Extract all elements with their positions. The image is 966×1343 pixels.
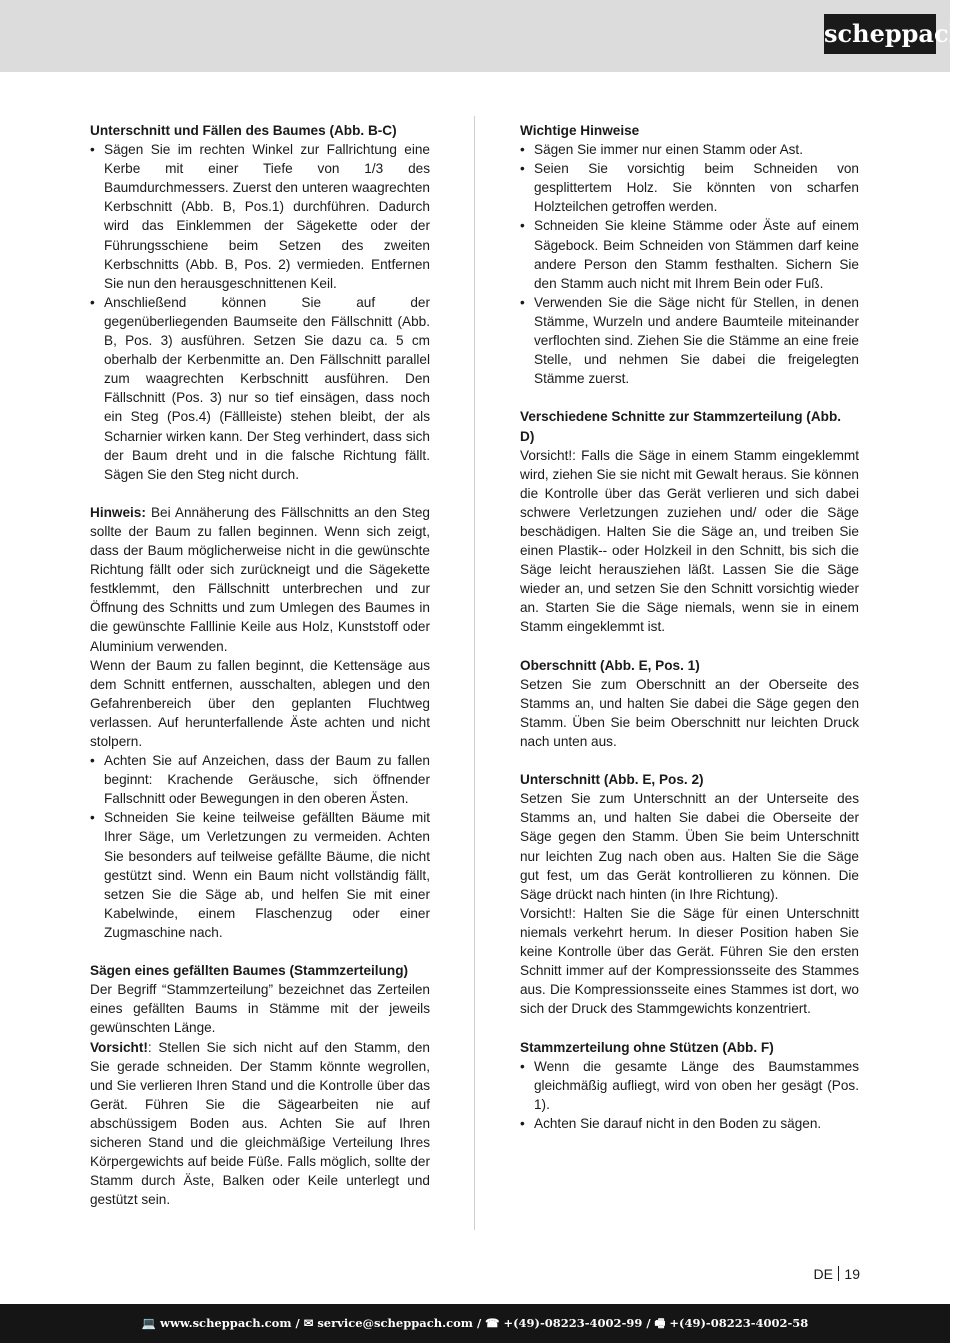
header-band [0,0,950,72]
warning-label: Vorsicht! [90,1039,148,1055]
list-item: • Seien Sie vorsichtig beim Schneiden von gesplittertem Holz. Sie könnten von scharfen Holzteilchen getroffen werden. [520,159,859,216]
section-heading-important-notes: Wichtige Hinweise [520,123,640,138]
section-heading-cuts: Verschiedene Schnitte zur Stammzerteilung (Abb. D) [520,409,842,444]
undercut-paragraph: Setzen Sie zum Unterschnitt an der Unterseite des Stamms an, und halten Sie dabei die Oberseite der Säge gegen den Stamm. Üben Sie beim Unterschnitt nur leichten Zug nach oben aus. Halten Sie die Säge gut fest, um das Gerät kontrollieren zu können. Die Säge drückt nach hinten (in Ihre Richtung). [520,791,859,902]
section-heading-felling: Unterschnitt und Fällen des Baumes (Abb. B-C) [90,123,397,138]
list-item: • Wenn die gesamte Länge des Baumstammes gleichmäßig aufliegt, wird von oben her gesägt (Pos. 1). [520,1057,859,1114]
footer-contact-bar: 💻 www.scheppach.com / ✉ service@scheppach.com / ☎ +(49)-08223-4002-99 / 🖷 +(49)-08223-4002-58 [0,1304,950,1343]
section-heading-no-support: Stammzerteilung ohne Stützen (Abb. F) [520,1039,774,1055]
column-divider [474,116,475,1230]
hint-bullet-list [90,751,430,942]
undercut-warning: Vorsicht!: Halten Sie die Säge für einen Unterschnitt niemals verkehrt herum. In dieser Position haben Sie keine Kontrolle über das Gerät. Führen Sie den ersten Schnitt immer auf der Kompressionsseite des Stammes aus. Die Kompressionsseite eines Stammes ist dort, wo sich der Druck des Stammgewichts konzentriert. [520,905,859,1017]
bucking-paragraph: Der Begriff “Stammzerteilung” bezeichnet das Zerteilen eines gefällten Baums in Stämme mit der jeweils gewünschten Länge. [90,982,430,1036]
list-item: • Sägen Sie im rechten Winkel zur Fallrichtung eine Kerbe mit einer Tiefe von 1/3 des Baumdurchmessers. Zuerst den unteren waagrechten Kerbschnitt (Abb. B, Pos.1) durchführen. Dadurch wird das Einklemmen der Sägekette oder der Führungsschiene beim Setzen des zweiten Kerbschnitts (Abb. B, Pos. 2) vermieden. Entfernen Sie nun den herausgeschnittenen Keil. [90,140,430,293]
section-heading-undercut: Unterschnitt (Abb. E, Pos. 2) [520,772,704,788]
warning-text: : Stellen Sie sich nicht auf den Stamm, den Sie gerade schneiden. Der Stamm könnte wegrollen, und Sie verlieren Ihren Stand und die Kontrolle über das Gerät. Führen Sie die Sägearbeiten nie auf abschüssigem Boden aus. Achten Sie auf Ihren sicheren Stand und die gleichmäßige Verteilung Ihres Körpergewichts auf beide Füße. Falls möglich, sollte der Stamm durch Äste, Balken oder Keile unterlegt und gestützt sein. [90,1039,430,1208]
section-heading-overcut: Oberschnitt (Abb. E, Pos. 1) [520,657,700,673]
hint-paragraph [90,503,430,656]
list-item: • Anschließend können Sie auf der gegenüberliegenden Baumseite den Fällschnitt (Abb. B, Pos. 3) ausführen. Setzen Sie dazu ca. 5 cm oberhalb der Kerbenmitte an. Den Fällschnitt parallel zum waagrechten Kerbschnitt ausführen. Den Fällschnitt (Pos. 3) nur so tief einsägen, dass noch ein Steg (Pos.4) (Fällleiste) stehen bleibt, der als Scharnier wirken kann. Der Steg verhindert, dass sich der Baum dreht und in die falsche Richtung fällt. Sägen Sie den Steg nicht durch. [90,293,430,484]
page-number-separator [838,1266,840,1281]
hint-paragraph-2: Wenn der Baum zu fallen beginnt, die Kettensäge aus dem Schnitt entfernen, ausschalten, ablegen und den Gefahrenbereich über den geplanten Fluchtweg verlassen. Auf herunterfallende Äste achten und nicht stolpern. [90,657,430,749]
brand-logo: scheppach [824,14,936,54]
felling-bullet-list [90,140,430,484]
list-item: • Achten Sie darauf nicht in den Boden zu sägen. [520,1114,859,1133]
page-number [800,1264,860,1284]
list-item: • Schneiden Sie kleine Stämme oder Äste auf einem Sägebock. Beim Schneiden von Stämmen darf keine andere Person den Stamm festhalten. Sichern Sie den Stamm auch nicht mit Ihrem Bein oder Fuß. [520,216,859,292]
list-item: • Achten Sie auf Anzeichen, dass der Baum zu fallen beginnt: Krachende Geräusche, sich öffnender Fallschnitt oder Bewegungen in den oberen Ästen. [90,751,430,808]
hint-label: Hinweis: [90,504,146,520]
bucking-warning [90,1038,430,1210]
section-heading-bucking: Sägen eines gefällten Baumes (Stammzerteilung) [90,963,409,979]
page-number-value: 19 [844,1266,860,1282]
page-language: DE [813,1266,833,1282]
hint-text: Bei Annäherung des Fällschnitts an den Steg sollte der Baum zu fallen beginnen. Wenn sich zeigt, dass der Baum möglicherweise nicht in die gewünschte Richtung fällt oder sich zurückneigt und die Sägekette festklemmt, den Fällschnitt unterbrechen und zur Öffnung des Schnitts und zum Umlegen des Baumes in die gewünschte Falllinie Keile aus Holz, Kunststoff oder Aluminium verwenden. [90,504,430,654]
list-item: • Verwenden Sie die Säge nicht für Stellen, in denen Stämme, Wurzeln und andere Baumteile miteinander verflochten sind. Ziehen Sie die Stämme an eine freie Stelle, und nehmen Sie dabei die freigelegten Stämme zuerst. [520,293,859,388]
right-column [520,121,859,1133]
list-item: • Sägen Sie immer nur einen Stamm oder Ast. [520,140,859,159]
list-item: • Schneiden Sie keine teilweise gefällten Bäume mit Ihrer Säge, um Verletzungen zu vermeiden. Achten Sie besonders auf teilweise gefällte Bäume, die nicht gestützt sind. Wenn ein Baum nicht vollständig fällt, setzen Sie die Säge ab, und helfen Sie mit einer Kabelwinde, einem Flaschenzug oder einer Zugmaschine nach. [90,808,430,942]
overcut-paragraph: Setzen Sie zum Oberschnitt an der Oberseite des Stamms an, und halten Sie dabei die Säge gegen den Stamm. Üben Sie beim Oberschnitt nur leichten Druck nach unten aus. [520,676,859,749]
left-column [90,121,430,1209]
important-notes-list [520,140,859,388]
no-support-list [520,1057,859,1133]
cuts-paragraph: Vorsicht!: Falls die Säge in einem Stamm eingeklemmt wird, ziehen Sie sie nicht mit Gewalt heraus. Sie können die Kontrolle über das Gerät verlieren und sich dabei schwere Verletzungen zuziehen und/ oder die Säge beschädigen. Halten Sie die Säge an, und treiben Sie einen Plastik-- oder Holzkeil in den Schnitt, bis sich die Säge leicht herausziehen läßt. Lassen Sie die Säge wieder an, und setzen Sie den Schnitt vorsichtig wieder an. Starten Sie die Säge niemals, wenn sie in einem Stamm eingeklemmt ist. [520,447,859,635]
